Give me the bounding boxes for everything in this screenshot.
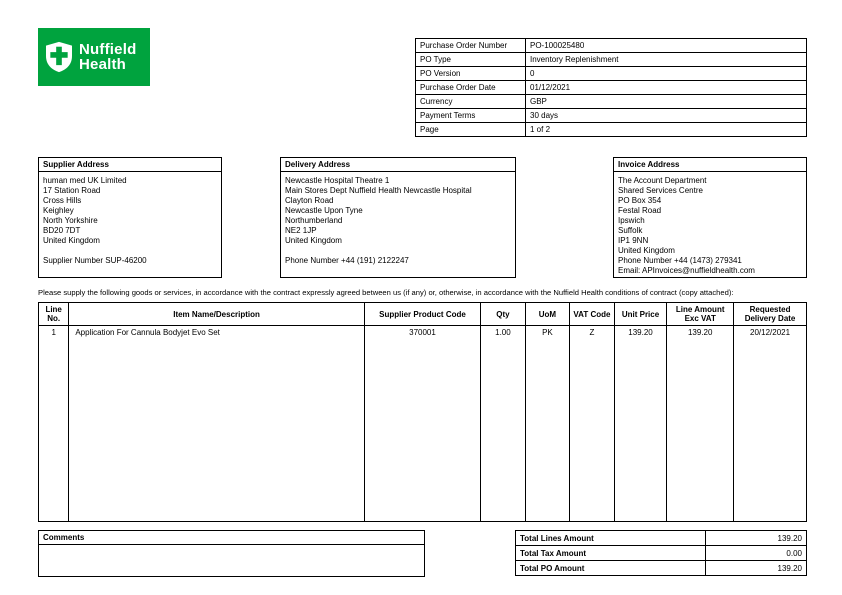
- delivery-address-box: [280, 157, 516, 278]
- po-detail-label: Payment Terms: [416, 109, 526, 123]
- po-detail-label: PO Type: [416, 53, 526, 67]
- item-unit-price: 139.20: [614, 326, 667, 522]
- address-line: North Yorkshire: [43, 216, 98, 225]
- item-line-amount: 139.20: [667, 326, 734, 522]
- po-details-table: [415, 38, 807, 137]
- col-header-line-amount: Line Amount Exc VAT: [667, 303, 734, 326]
- address-line: Main Stores Dept Nuffield Health Newcastle Hospital: [285, 186, 472, 195]
- supplier-address-box: [38, 157, 222, 278]
- supplier-address-body: [39, 172, 221, 266]
- address-line: IP1 9NN: [618, 236, 649, 245]
- address-line: 17 Station Road: [43, 186, 101, 195]
- invoice-address-box: [613, 157, 807, 278]
- totals-table: [515, 530, 807, 576]
- po-detail-value: 01/12/2021: [526, 81, 807, 95]
- total-label: Total Tax Amount: [516, 546, 706, 561]
- po-detail-row: [416, 95, 807, 109]
- po-detail-row: [416, 53, 807, 67]
- nuffield-health-logo: [38, 28, 150, 86]
- supplier-address-title: Supplier Address: [39, 158, 221, 172]
- comments-box: [38, 530, 425, 577]
- total-lines-amount-row: [516, 531, 807, 546]
- line-items-table: [38, 302, 807, 522]
- po-detail-value: PO-100025480: [526, 39, 807, 53]
- address-line: The Account Department: [618, 176, 707, 185]
- address-line: [43, 246, 217, 256]
- total-value: 139.20: [706, 531, 807, 546]
- item-requested-delivery-date: 20/12/2021: [734, 326, 807, 522]
- col-header-line-no: Line No.: [39, 303, 69, 326]
- po-detail-value: 0: [526, 67, 807, 81]
- col-header-unit-price: Unit Price: [614, 303, 667, 326]
- po-detail-value: GBP: [526, 95, 807, 109]
- delivery-address-body: [281, 172, 515, 266]
- item-line-no: 1: [39, 326, 69, 522]
- po-detail-label: Purchase Order Date: [416, 81, 526, 95]
- invoice-email: Email: APInvoices@nuffieldhealth.com: [618, 266, 755, 275]
- address-line: United Kingdom: [43, 236, 100, 245]
- col-header-supplier-product-code: Supplier Product Code: [364, 303, 480, 326]
- total-value: 139.20: [706, 561, 807, 576]
- col-header-description: Item Name/Description: [69, 303, 364, 326]
- item-uom: PK: [525, 326, 570, 522]
- item-vat-code: Z: [570, 326, 615, 522]
- total-label: Total PO Amount: [516, 561, 706, 576]
- logo-line1: Nuffield: [79, 41, 137, 58]
- col-header-qty: Qty: [481, 303, 526, 326]
- address-line: Suffolk: [618, 226, 643, 235]
- po-detail-value: Inventory Replenishment: [526, 53, 807, 67]
- logo-wordmark: [79, 42, 136, 72]
- address-line: BD20 7DT: [43, 226, 81, 235]
- total-tax-amount-row: [516, 546, 807, 561]
- po-detail-value: 1 of 2: [526, 123, 807, 137]
- address-line: United Kingdom: [618, 246, 675, 255]
- po-detail-label: Purchase Order Number: [416, 39, 526, 53]
- address-line: [285, 246, 511, 256]
- delivery-phone-number: Phone Number +44 (191) 2122247: [285, 256, 409, 265]
- col-header-vat-code: VAT Code: [570, 303, 615, 326]
- item-row: [39, 326, 807, 522]
- comments-title: Comments: [39, 531, 424, 545]
- po-detail-row: [416, 39, 807, 53]
- po-detail-row: [416, 109, 807, 123]
- col-header-uom: UoM: [525, 303, 570, 326]
- address-line: Cross Hills: [43, 196, 82, 205]
- item-supplier-product-code: 370001: [364, 326, 480, 522]
- po-detail-label: Currency: [416, 95, 526, 109]
- po-detail-label: PO Version: [416, 67, 526, 81]
- total-label: Total Lines Amount: [516, 531, 706, 546]
- address-line: Newcastle Hospital Theatre 1: [285, 176, 390, 185]
- comments-body: [39, 545, 424, 576]
- invoice-phone-number: Phone Number +44 (1473) 279341: [618, 256, 742, 265]
- address-line: PO Box 354: [618, 196, 662, 205]
- total-po-amount-row: [516, 561, 807, 576]
- address-line: Northumberland: [285, 216, 343, 225]
- delivery-address-title: Delivery Address: [281, 158, 515, 172]
- po-detail-row: [416, 81, 807, 95]
- address-line: NE2 1JP: [285, 226, 317, 235]
- po-detail-row: [416, 123, 807, 137]
- address-line: Festal Road: [618, 206, 662, 215]
- address-line: Clayton Road: [285, 196, 334, 205]
- shield-cross-icon: [46, 41, 72, 73]
- address-line: Keighley: [43, 206, 74, 215]
- address-line: Newcastle Upon Tyne: [285, 206, 363, 215]
- logo-line2: Health: [79, 56, 127, 73]
- address-line: Ipswich: [618, 216, 645, 225]
- invoice-address-body: [614, 172, 806, 276]
- total-value: 0.00: [706, 546, 807, 561]
- address-line: Shared Services Centre: [618, 186, 703, 195]
- po-detail-row: [416, 67, 807, 81]
- items-header-row: [39, 303, 807, 326]
- supplier-number: Supplier Number SUP-46200: [43, 256, 147, 265]
- item-qty: 1.00: [481, 326, 526, 522]
- invoice-address-title: Invoice Address: [614, 158, 806, 172]
- address-line: United Kingdom: [285, 236, 342, 245]
- col-header-requested-delivery-date: Requested Delivery Date: [734, 303, 807, 326]
- po-detail-label: Page: [416, 123, 526, 137]
- po-detail-value: 30 days: [526, 109, 807, 123]
- address-line: human med UK Limited: [43, 176, 127, 185]
- item-description: Application For Cannula Bodyjet Evo Set: [69, 326, 364, 522]
- contract-statement: Please supply the following goods or services, in accordance with the contract expressly agreed between us (if any) or, otherwise, in accordance with the Nuffield Health conditions of contract (copy attached):: [38, 288, 734, 297]
